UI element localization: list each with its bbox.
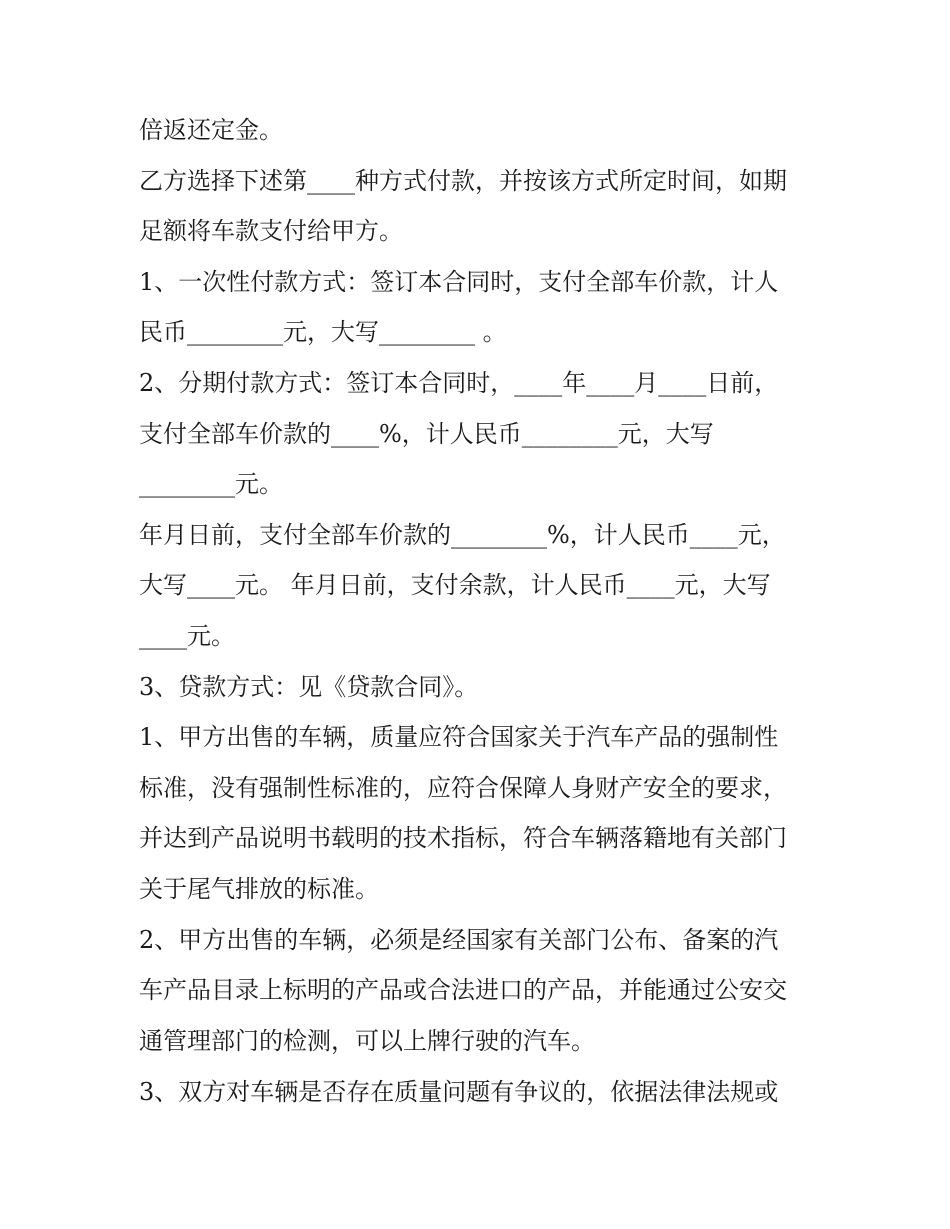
text-line: 关于尾气排放的标准。 [139, 875, 379, 903]
text-line: 支付全部车价款的____%，计人民币________元，大写 [139, 420, 714, 448]
text-line: 车产品目录上标明的产品或合法进口的产品，并能通过公安交 [139, 976, 787, 1004]
text-line: 大写____元。 年月日前，支付余款，计人民币____元，大写 [139, 571, 771, 599]
text-line: ____元。 [139, 622, 235, 650]
text-line: 2、分期付款方式：签订本合同时，____年____月____日前， [139, 369, 779, 397]
text-line: ________元。 [139, 470, 283, 498]
text-line: 民币________元，大写________ 。 [139, 318, 507, 346]
text-line: 足额将车款支付给甲方。 [139, 217, 403, 245]
text-line: 并达到产品说明书载明的技术指标，符合车辆落籍地有关部门 [139, 824, 787, 852]
text-line: 倍返还定金。 [139, 116, 283, 144]
text-line: 1、甲方出售的车辆，质量应符合国家关于汽车产品的强制性 [139, 723, 779, 751]
text-line: 标准，没有强制性标准的，应符合保障人身财产安全的要求， [139, 774, 787, 802]
text-line: 通管理部门的检测，可以上牌行驶的汽车。 [139, 1027, 595, 1055]
text-line: 3、贷款方式：见《贷款合同》。 [139, 673, 479, 701]
text-line: 年月日前，支付全部车价款的________%，计人民币____元， [139, 521, 786, 549]
text-line: 2、甲方出售的车辆，必须是经国家有关部门公布、备案的汽 [139, 926, 779, 954]
text-line: 3、双方对车辆是否存在质量问题有争议的，依据法律法规或 [139, 1078, 779, 1106]
text-line: 乙方选择下述第____种方式付款，并按该方式所定时间，如期 [139, 167, 787, 195]
text-line: 1、一次性付款方式：签订本合同时，支付全部车价款，计人 [139, 268, 779, 296]
